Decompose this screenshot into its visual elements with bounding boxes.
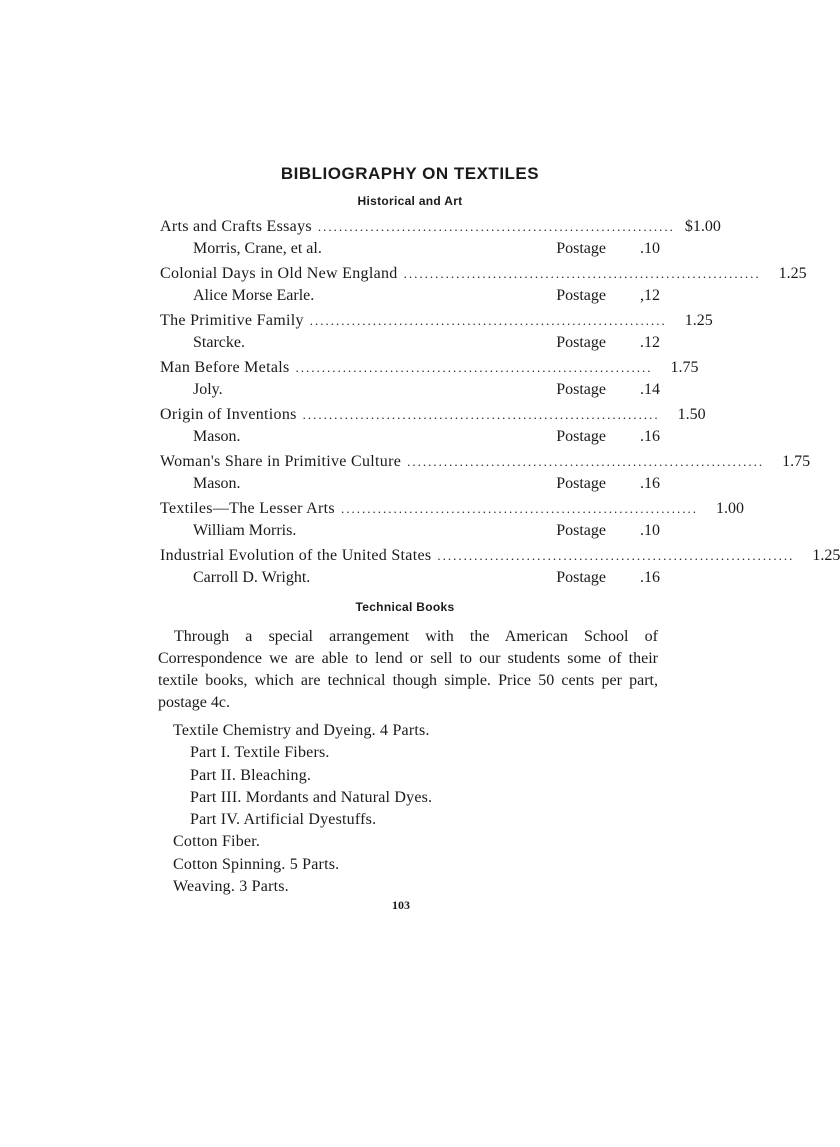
book-entry: [160, 312, 713, 356]
postage-label: Postage: [556, 522, 606, 539]
leader-dots: ....................................................................: [437, 548, 795, 563]
book-entry: [160, 359, 699, 403]
leader-dots: ....................................................................: [302, 407, 660, 422]
list-item: Cotton Spinning. 5 Parts.: [173, 855, 340, 873]
leader-dots: ....................................................................: [407, 454, 765, 469]
list-item: Part III. Mordants and Natural Dyes.: [190, 788, 433, 806]
bibliography-list: [160, 218, 840, 594]
postage-price: .14: [640, 381, 660, 398]
book-price: 1.75: [670, 359, 699, 376]
book-price: 1.25: [812, 547, 840, 564]
page-title: BIBLIOGRAPHY ON TEXTILES: [280, 164, 540, 183]
book-author: Carroll D. Wright.: [193, 569, 311, 586]
book-author: Joly.: [193, 381, 223, 398]
section-heading-historical: Historical and Art: [357, 194, 463, 208]
list-item: Part II. Bleaching.: [190, 766, 312, 784]
leader-dots: ....................................................................: [340, 501, 698, 516]
list-item: Textile Chemistry and Dyeing. 4 Parts.: [173, 722, 430, 739]
postage-label: Postage: [556, 240, 606, 257]
book-title: Textiles—The Lesser Arts: [160, 500, 335, 517]
book-price: 1.75: [782, 453, 811, 470]
book-title: The Primitive Family: [160, 312, 304, 329]
book-price: 1.00: [715, 500, 744, 517]
book-title: Arts and Crafts Essays: [160, 218, 312, 235]
postage-price: .16: [640, 428, 660, 445]
list-item: Weaving. 3 Parts.: [173, 878, 289, 896]
postage-label: Postage: [556, 475, 606, 492]
list-item: Part I. Textile Fibers.: [190, 744, 330, 762]
postage-price: .16: [640, 475, 660, 492]
postage-label: Postage: [556, 287, 606, 304]
book-title: Colonial Days in Old New England: [160, 265, 398, 282]
book-title: Industrial Evolution of the United States: [160, 547, 432, 564]
book-author: Starcke.: [193, 334, 245, 351]
postage-label: Postage: [556, 381, 606, 398]
book-entry: [160, 218, 721, 262]
book-author: William Morris.: [193, 522, 297, 539]
postage-label: Postage: [556, 569, 606, 586]
list-item: Part IV. Artificial Dyestuffs.: [190, 811, 377, 829]
book-entry: [160, 500, 744, 544]
list-item: Cotton Fiber.: [173, 833, 261, 851]
postage-price: .10: [640, 240, 660, 257]
postage-label: Postage: [556, 428, 606, 445]
book-author: Mason.: [193, 475, 241, 492]
book-title: Woman's Share in Primitive Culture: [160, 453, 402, 470]
book-price: 1.25: [684, 312, 713, 329]
technical-book-list: [173, 720, 432, 898]
book-author: Mason.: [193, 428, 241, 445]
book-title: Man Before Metals: [160, 359, 290, 376]
book-price: 1.25: [778, 265, 807, 282]
book-entry: [160, 453, 811, 497]
leader-dots: ....................................................................: [317, 219, 675, 234]
book-entry: [160, 265, 807, 309]
book-entry: [160, 547, 840, 591]
page-number: 103: [392, 898, 410, 912]
leader-dots: ....................................................................: [295, 360, 653, 375]
book-price: 1.50: [677, 406, 706, 423]
book-author: Alice Morse Earle.: [193, 287, 315, 304]
postage-label: Postage: [556, 334, 606, 351]
book-price: $1.00: [684, 218, 721, 235]
postage-price: .12: [640, 334, 660, 351]
paragraph-text: Through a special arrangement with the American School of Correspondence we are able to lend or sell to our students some of their textile books, which are technical though simple. Price 50 cents per part, postage 4c.: [158, 628, 658, 711]
leader-dots: ....................................................................: [403, 266, 761, 281]
postage-price: .10: [640, 522, 660, 539]
section-heading-technical: Technical Books: [355, 600, 455, 614]
book-title: Origin of Inventions: [160, 406, 297, 423]
leader-dots: ....................................................................: [309, 313, 667, 328]
technical-paragraph: [158, 626, 658, 714]
book-author: Morris, Crane, et al.: [193, 240, 322, 257]
book-entry: [160, 406, 706, 450]
postage-price: .16: [640, 569, 660, 586]
postage-price: ,12: [640, 287, 660, 304]
